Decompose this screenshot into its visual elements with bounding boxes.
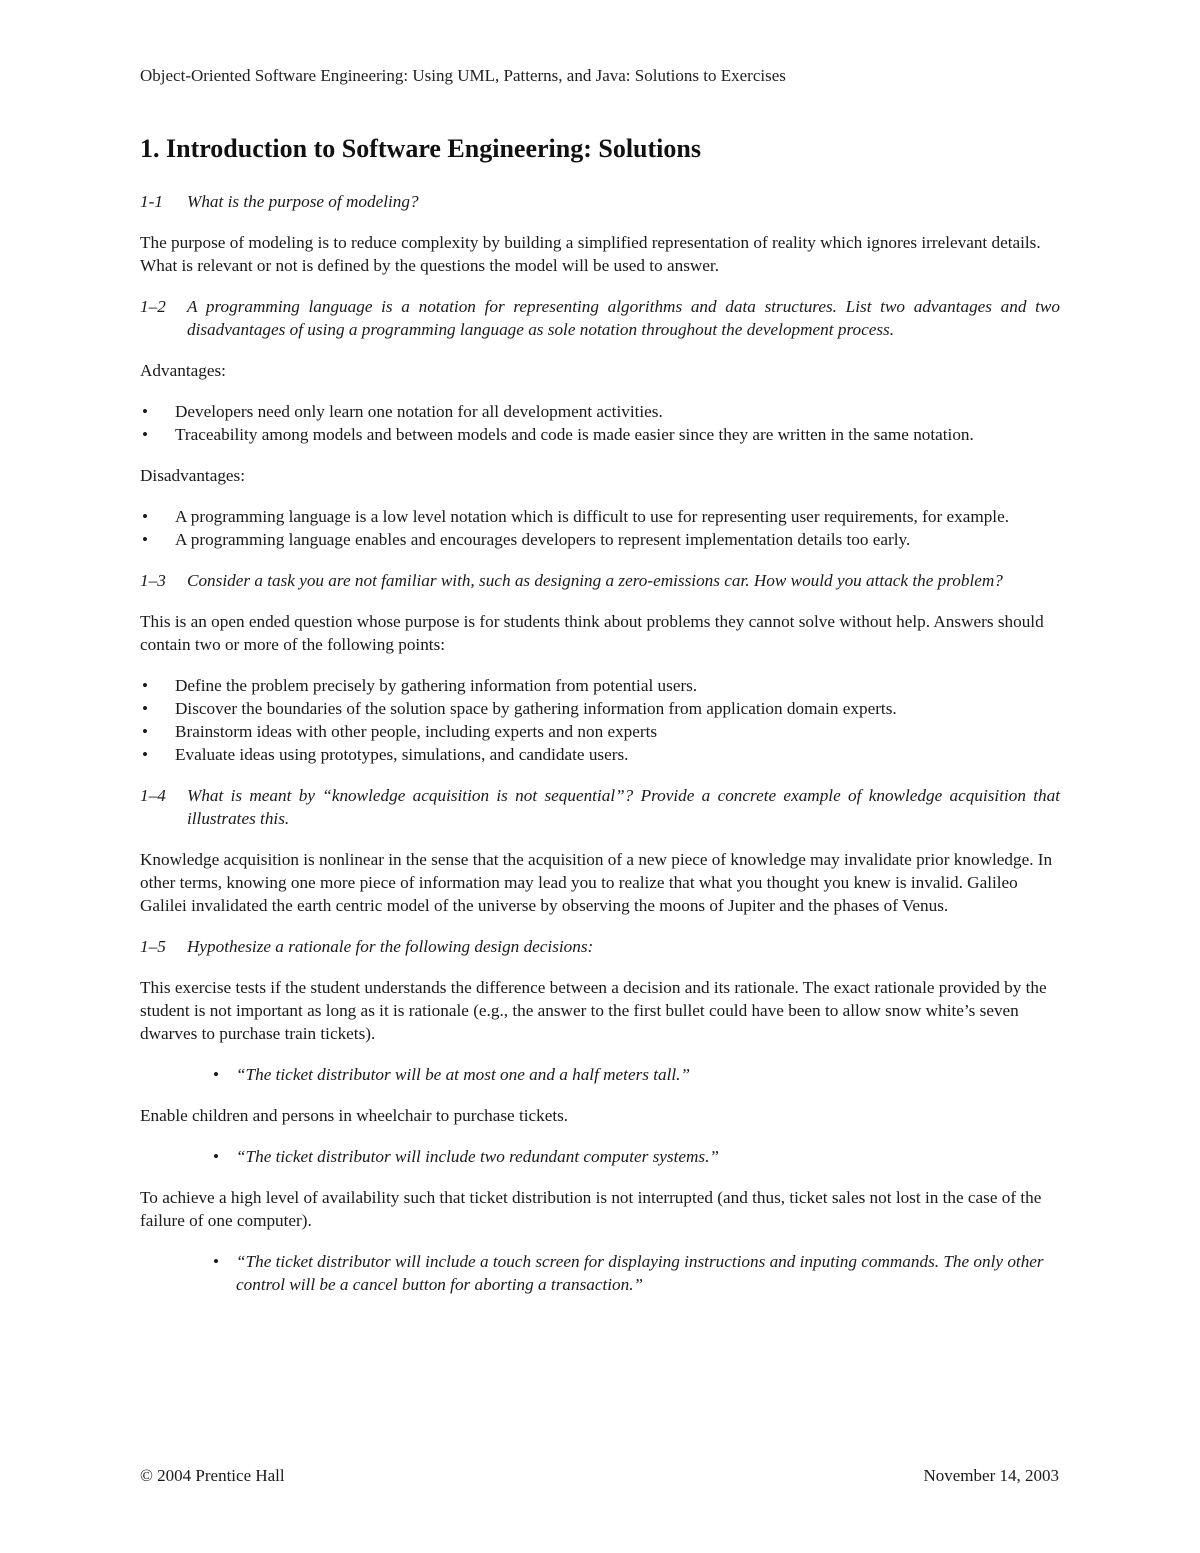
answer-paragraph: This is an open ended question whose purpose is for students think about problems they cannot solve without help. Answers should contain two or more of the following points: (140, 612, 1044, 654)
question-number: 1–2 (140, 297, 166, 316)
list-item-text: Discover the boundaries of the solution space by gathering information from application domain experts. (175, 699, 897, 718)
list-item-text: Define the problem precisely by gathering information from potential users. (175, 676, 698, 695)
list-item (140, 528, 1060, 551)
question-1-1 (140, 190, 1060, 213)
list-item (140, 743, 1060, 766)
points-list (140, 674, 1060, 766)
list-item (140, 423, 1060, 446)
bullet-icon: • (142, 722, 149, 741)
rationale-paragraph: Enable children and persons in wheelchair to purchase tickets. (140, 1106, 569, 1125)
bullet-icon: • (213, 1065, 220, 1084)
list-item-text: Brainstorm ideas with other people, including experts and non experts (175, 722, 658, 741)
design-decision (140, 1145, 1060, 1168)
list-item (140, 697, 1060, 720)
question-text: A programming language is a notation for representing algorithms and data structures. List two advantages and two disadvantages of using a programming language as sole notation throughout the development process. (187, 297, 1060, 339)
bullet-icon: • (142, 530, 149, 549)
design-decision-text: “The ticket distributor will include two redundant computer systems.” (236, 1147, 719, 1166)
list-item-text: Evaluate ideas using prototypes, simulations, and candidate users. (175, 745, 629, 764)
design-decision-text: “The ticket distributor will be at most one and a half meters tall.” (236, 1065, 691, 1084)
bullet-icon: • (213, 1252, 220, 1271)
design-decision (140, 1250, 1060, 1296)
footer-copyright: © 2004 Prentice Hall (140, 1466, 285, 1485)
bullet-icon: • (142, 402, 149, 421)
list-item (140, 720, 1060, 743)
disadvantages-label: Disadvantages: (140, 466, 246, 485)
disadvantages-list (140, 505, 1060, 551)
list-item-text: Traceability among models and between models and code is made easier since they are written in the same notation. (175, 425, 974, 444)
design-decision (140, 1063, 1060, 1086)
design-decision-list (140, 1063, 1060, 1086)
question-text: Consider a task you are not familiar with, such as designing a zero-emissions car. How would you attack the problem? (187, 571, 1003, 590)
list-item-text: A programming language is a low level notation which is difficult to use for representing user requirements, for example. (175, 507, 1010, 526)
bullet-icon: • (213, 1147, 220, 1166)
design-decision-list (140, 1145, 1060, 1168)
question-1-3 (140, 569, 1060, 592)
question-number: 1–5 (140, 937, 166, 956)
bullet-icon: • (142, 425, 149, 444)
question-text: Hypothesize a rationale for the following design decisions: (187, 937, 594, 956)
bullet-icon: • (142, 699, 149, 718)
list-item (140, 400, 1060, 423)
list-item-text: Developers need only learn one notation for all development activities. (175, 402, 663, 421)
list-item-text: A programming language enables and encourages developers to represent implementation details too early. (175, 530, 911, 549)
design-decision-list (140, 1250, 1060, 1296)
question-text: What is the purpose of modeling? (187, 192, 419, 211)
question-text: What is meant by “knowledge acquisition is not sequential”? Provide a concrete example of knowledge acquisition that illustrates this. (187, 786, 1060, 828)
design-decision-text: “The ticket distributor will include a touch screen for displaying instructions and inputing commands. The only other control will be a cancel button for aborting a transaction.” (236, 1252, 1044, 1294)
question-1-2 (140, 295, 1060, 341)
rationale-paragraph: To achieve a high level of availability such that ticket distribution is not interrupted (and thus, ticket sales not lost in the case of the failure of one computer). (140, 1188, 1042, 1230)
bullet-icon: • (142, 745, 149, 764)
list-item (140, 674, 1060, 697)
footer-date: November 14, 2003 (923, 1466, 1059, 1485)
answer-paragraph: Knowledge acquisition is nonlinear in the sense that the acquisition of a new piece of knowledge may invalidate prior knowledge. In other terms, knowing one more piece of information may lead you to realize that what you thought you knew is invalid. Galileo Galilei invalidated the earth centric model of the universe by observing the moons of Jupiter and the phases of Venus. (140, 850, 1053, 915)
list-item (140, 505, 1060, 528)
bullet-icon: • (142, 507, 149, 526)
advantages-list (140, 400, 1060, 446)
question-1-4 (140, 784, 1060, 830)
chapter-title: 1. Introduction to Software Engineering: Solutions (140, 134, 701, 163)
question-1-5 (140, 935, 1060, 958)
answer-paragraph: The purpose of modeling is to reduce complexity by building a simplified representation of reality which ignores irrelevant details. What is relevant or not is defined by the questions the model will be used to answer. (140, 233, 1041, 275)
advantages-label: Advantages: (140, 361, 226, 380)
question-number: 1-1 (140, 192, 163, 211)
question-number: 1–4 (140, 786, 166, 805)
bullet-icon: • (142, 676, 149, 695)
running-header: Object-Oriented Software Engineering: Using UML, Patterns, and Java: Solutions to Exercises (140, 66, 786, 85)
question-number: 1–3 (140, 571, 166, 590)
answer-paragraph: This exercise tests if the student understands the difference between a decision and its rationale. The exact rationale provided by the student is not important as long as it is rationale (e.g., the answer to the first bullet could have been to allow snow white’s seven dwarves to purchase train tickets). (140, 978, 1047, 1043)
document-body (140, 190, 1060, 1314)
